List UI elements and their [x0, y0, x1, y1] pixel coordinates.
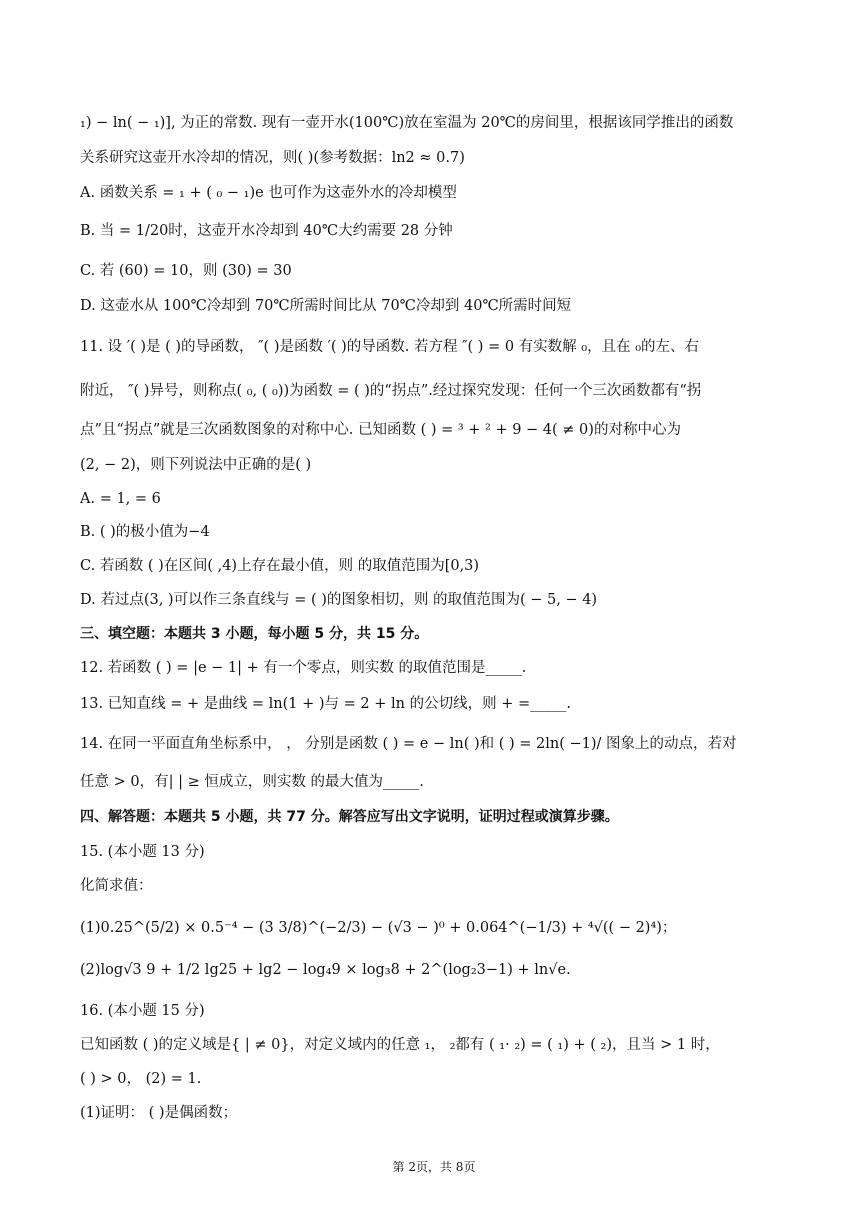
text-line: A. 函数关系 = ₁ + ( ₀ − ₁)e 也可作为这壶外水的冷却模型	[80, 185, 457, 201]
text-line: 已知函数 ( )的定义域是{ | ≠ 0}，对定义域内的任意 ₁， ₂都有 ( ₁· ₂) = ( ₁) + ( ₂)，且当 > 1 时，	[80, 1037, 720, 1053]
text-line: 任意 > 0，有| | ≥ 恒成立，则实数 的最大值为_____.	[80, 774, 424, 790]
formula-line: (2)log√3 9 + 1/2 lg25 + lg2 − log₄9 × log₃8 + 2^(log₂3−1) + ln√e.	[80, 962, 571, 978]
option-b: B. ( )的极小值为−4	[80, 524, 210, 540]
text-line: B. 当 = 1/20时，这壶开水冷却到 40℃大约需要 28 分钟	[80, 223, 453, 239]
text-line: (2, − 2)，则下列说法中正确的是( )	[80, 457, 312, 473]
question-11-line: 11. 设 ′( )是 ( )的导函数， ″( )是函数 ′( )的导函数. 若方程 ″( ) = 0 有实数解 ₀，且在 ₀的左、右	[80, 339, 700, 355]
text-line: C. 若 (60) = 10，则 (30) = 30	[80, 263, 292, 279]
question-12: 12. 若函数 ( ) = |e − 1| + 有一个零点，则实数 的取值范围是_____.	[80, 660, 527, 676]
option-a: A. = 1, = 6	[80, 491, 161, 507]
question-15-title: 15. (本小题 13 分)	[80, 844, 205, 860]
formula-line: (1)0.25^(5/2) × 0.5⁻⁴ − (3 3/8)^(−2/3) − (√3 − )⁰ + 0.064^(−1/3) + ⁴√(( − 2)⁴)；	[80, 920, 677, 936]
text-line: 化简求值：	[80, 878, 153, 894]
page-footer: 第 2页，共 8页	[392, 1160, 476, 1174]
question-13: 13. 已知直线 = + 是曲线 = ln(1 + )与 = 2 + ln 的公切线，则 + =_____.	[80, 696, 571, 712]
text-line: ₁) − ln( − ₁)], 为正的常数. 现有一壶开水(100℃)放在室温为 20℃的房间里，根据该同学推出的函数	[80, 115, 734, 131]
text-line: 附近， ″( )异号，则称点( ₀, ( ₀))为函数 = ( )的“拐点”.经过探究发现：任何一个三次函数都有“拐	[80, 383, 702, 399]
question-14: 14. 在同一平面直角坐标系中， ， 分别是函数 ( ) = e − ln( )和 ( ) = 2ln( −1)/ 图象上的动点，若对	[80, 736, 737, 752]
text-line: ( ) > 0， (2) = 1.	[80, 1071, 202, 1087]
question-16-title: 16. (本小题 15 分)	[80, 1003, 205, 1019]
section-heading-fill-in: 三、填空题：本题共 3 小题，每小题 5 分，共 15 分。	[80, 626, 429, 642]
text-line: D. 这壶水从 100℃冷却到 70℃所需时间比从 70℃冷却到 40℃所需时间短	[80, 298, 572, 314]
text-line: 关系研究这壶开水冷却的情况，则( )(参考数据：ln2 ≈ 0.7)	[80, 150, 465, 166]
text-line: (1)证明： ( )是偶函数；	[80, 1105, 238, 1121]
text-line: 点”且“拐点”就是三次函数图象的对称中心. 已知函数 ( ) = ³ + ² + 9 − 4( ≠ 0)的对称中心为	[80, 422, 681, 438]
option-c: C. 若函数 ( )在区间( ,4)上存在最小值，则 的取值范围为[0,3)	[80, 558, 480, 574]
section-heading-answers: 四、解答题：本题共 5 小题，共 77 分。解答应写出文字说明，证明过程或演算步骤。	[80, 809, 619, 825]
option-d: D. 若过点(3, )可以作三条直线与 = ( )的图象相切，则 的取值范围为( − 5, − 4)	[80, 592, 598, 608]
